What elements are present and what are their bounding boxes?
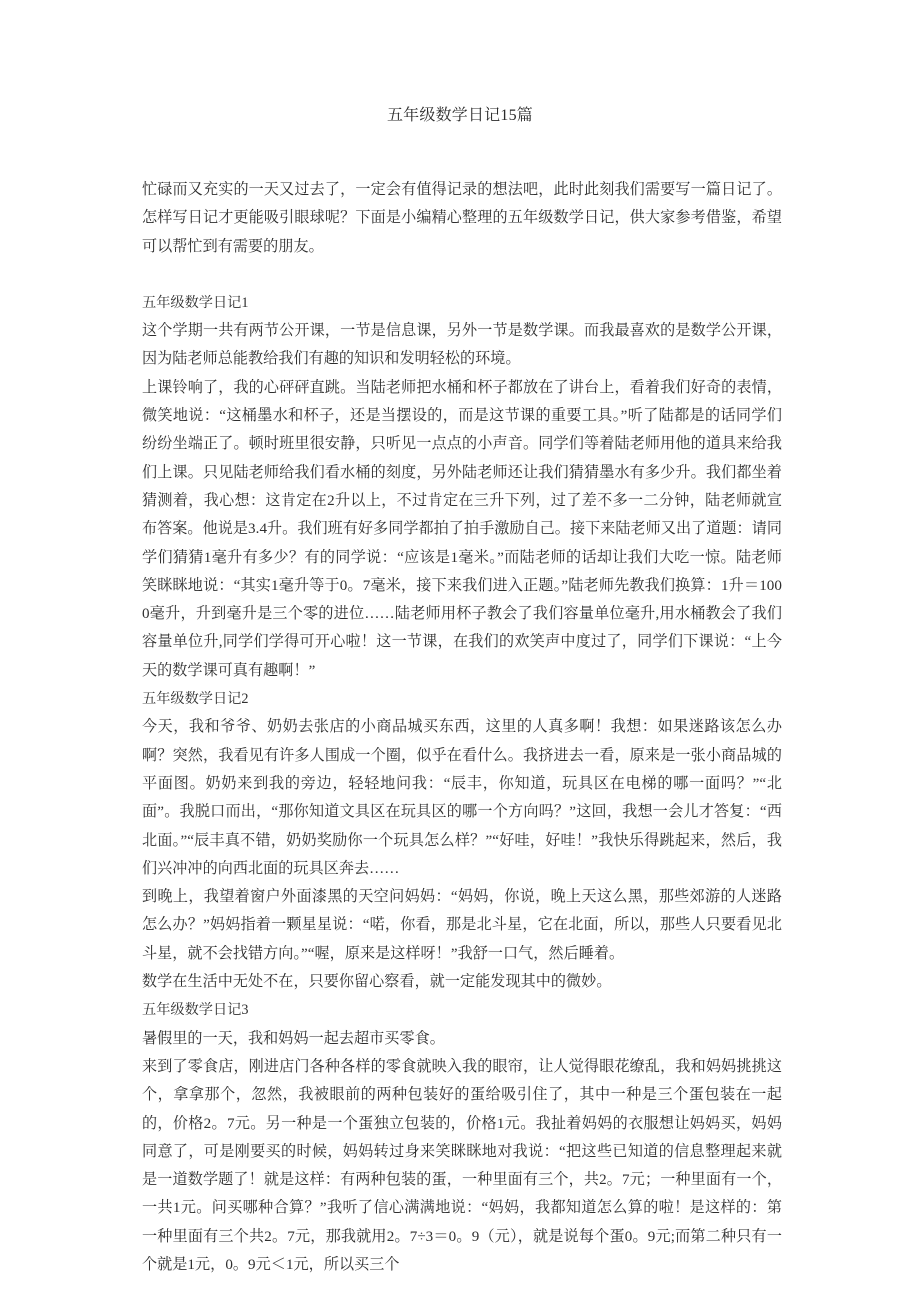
entry-paragraph: 来到了零食店，刚进店门各种各样的零食就映入我的眼帘，让人觉得眼花缭乱，我和妈妈挑挑这个，拿拿那个，忽然，我被眼前的两种包装好的蛋给吸引住了，其中一种是三个蛋包装在一起的，价格2。7元。另一种是一个蛋独立包装的，价格1元。我扯着妈妈的衣服想让妈妈买，妈妈同意了，可是刚要买的时候，妈妈转过身来笑眯眯地对我说：“把这些已知道的信息整理起来就是一道数学题了！就是这样：有两种包装的蛋，一种里面有三个，共2。7元；一种里面有一个，一共1元。问买哪种合算？”我听了信心满满地说：“妈妈，我都知道怎么算的啦！是这样的：第一种里面有三个共2。7元，那我就用2。7÷3＝0。9（元），就是说每个蛋0。9元;而第二种只有一个就是1元，0。9元＜1元，所以买三个: [142, 1058, 782, 1273]
entry-heading: 五年级数学日记3: [142, 1002, 249, 1019]
document-body: [142, 176, 782, 1279]
diary-entry-2: [142, 685, 782, 996]
entry-heading: 五年级数学日记2: [142, 691, 249, 708]
entry-paragraph: 上课铃响了，我的心砰砰直跳。当陆老师把水桶和杯子都放在了讲台上，看着我们好奇的表情，微笑地说：“这桶墨水和杯子，还是当摆设的，而是这节课的重要工具。”听了陆都是的话同学们纷纷坐端正了。顿时班里很安静，只听见一点点的小声音。同学们等着陆老师用他的道具来给我们上课。只见陆老师给我们看水桶的刻度，另外陆老师还让我们猜猜墨水有多少升。我们都坐着猜测着，我心想：这肯定在2升以上，不过肯定在三升下列，过了差不多一二分钟，陆老师就宣布答案。他说是3.4升。我们班有好多同学都拍了拍手激励自己。接下来陆老师又出了道题：请同学们猜猜1毫升有多少？有的同学说：“应该是1毫米。”而陆老师的话却让我们大吃一惊。陆老师笑眯眯地说：“其实1毫升等于0。7毫米，接下来我们进入正题。”陆老师先教我们换算：1升＝1000毫升，升到毫升是三个零的进位……陆老师用杯子教会了我们容量单位毫升,用水桶教会了我们容量单位升,同学们学得可开心啦！这一节课，在我们的欢笑声中度过了，同学们下课说：“上今天的数学课可真有趣啊！”: [142, 379, 782, 679]
spacer: [142, 261, 782, 289]
diary-entry-1: [142, 289, 782, 685]
intro-paragraph: 忙碌而又充实的一天又过去了，一定会有值得记录的想法吧，此时此刻我们需要写一篇日记了。怎样写日记才更能吸引眼球呢？下面是小编精心整理的五年级数学日记，供大家参考借鉴，希望可以帮忙到有需要的朋友。: [142, 182, 782, 255]
entry-heading: 五年级数学日记1: [142, 294, 249, 311]
diary-entry-3: [142, 996, 782, 1279]
page-title: 五年级数学日记15篇: [386, 107, 533, 124]
entry-paragraph: 到晚上，我望着窗户外面漆黑的天空问妈妈：“妈妈，你说，晚上天这么黑，那些郊游的人迷路怎么办？”妈妈指着一颗星星说：“喏，你看，那是北斗星，它在北面，所以，那些人只要看见北斗星，就不会找错方向。”“喔，原来是这样呀！”我舒一口气，然后睡着。: [142, 889, 782, 962]
entry-paragraph: 这个学期一共有两节公开课，一节是信息课，另外一节是数学课。而我最喜欢的是数学公开课，因为陆老师总能教给我们有趣的知识和发明轻松的环境。: [142, 323, 782, 368]
entry-paragraph: 暑假里的一天，我和妈妈一起去超市买零食。: [142, 1030, 445, 1047]
entry-paragraph: 数学在生活中无处不在，只要你留心察看，就一定能发现其中的微妙。: [142, 974, 612, 991]
entry-paragraph: 今天，我和爷爷、奶奶去张店的小商品城买东西，这里的人真多啊！我想：如果迷路该怎么办啊？突然，我看见有许多人围成一个圈，似乎在看什么。我挤进去一看，原来是一张小商品城的平面图。奶奶来到我的旁边，轻轻地问我：“辰丰，你知道，玩具区在电梯的哪一面吗？”“北面”。我脱口而出，“那你知道文具区在玩具区的哪一个方向吗？”这回，我想一会儿才答复：“西北面。”“辰丰真不错，奶奶奖励你一个玩具怎么样？”“好哇，好哇！”我快乐得跳起来，然后，我们兴冲冲的向西北面的玩具区奔去……: [142, 719, 782, 877]
